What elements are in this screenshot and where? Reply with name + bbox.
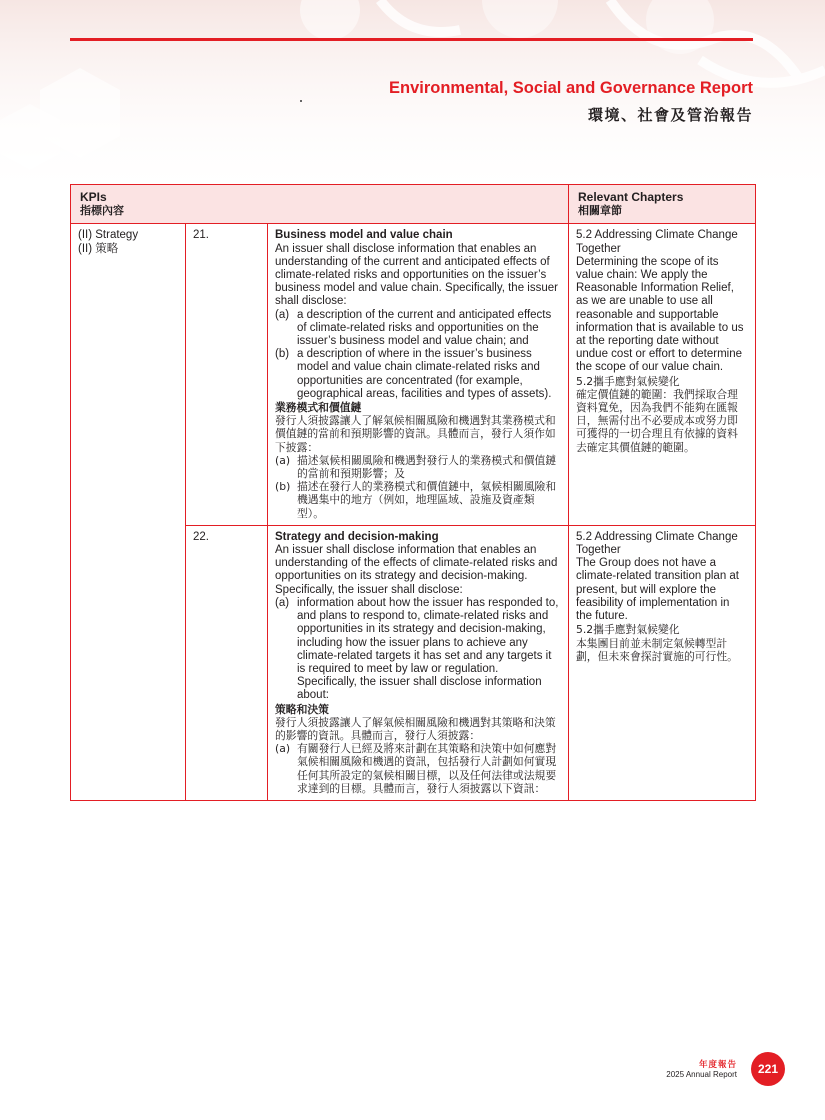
kpi-number: 22. <box>186 525 268 800</box>
list-marker: (a) <box>275 453 291 467</box>
list-item <box>275 348 561 401</box>
footer-label-en: 2025 Annual Report <box>666 1070 737 1079</box>
list-marker: (b) <box>275 480 291 494</box>
chapters-header <box>569 185 756 224</box>
kpi-intro-en: An issuer shall disclose information that enables an understanding of the effects of climate-related risks and opportunities on its strategy and decision-making. Specifically, the issuer shall disclose: <box>275 544 558 596</box>
chapters-header-en: Relevant Chapters <box>578 190 684 204</box>
kpi-title-zh: 策略和決策 <box>275 702 329 716</box>
chapter-text-zh: 本集團目前並未制定氣候轉型計劃，但未來會探討實施的可行性。 <box>576 636 738 663</box>
report-title: Environmental, Social and Governance Report <box>388 79 753 97</box>
kpi-intro-zh: 發行人須披露讓人了解氣候相關風險和機遇對其業務模式和價值鏈的當前和預期影響的資訊。具體而言，發行人須作如下披露： <box>275 414 556 454</box>
list-marker: (a) <box>275 742 291 756</box>
list-text: a description of where in the issuer’s business model and value chain climate-related risks and opportunities are concentrated (for example, geographical areas, facilities and types of assets). <box>297 348 552 400</box>
report-title-chinese: 環境、社會及管治報告 <box>587 106 753 124</box>
kpi-description <box>268 224 569 525</box>
header-decoration <box>0 0 825 200</box>
list-item <box>275 480 561 520</box>
chapter-title-en: 5.2 Addressing Climate Change Together <box>576 530 738 557</box>
list-text: information about how the issuer has responded to, and plans to respond to, climate-related risks and opportunities in its strategy and decision-making, including how the issuer plans to achieve any climate-related targets it has set and any targets it is required to meet by law or regulation. Specifically, the issuer shall disclose information about: <box>297 596 559 702</box>
chapter-text-en: The Group does not have a climate-related transition plan at present, but will explore the feasibility of implementation in the future. <box>576 557 739 623</box>
top-rule <box>70 38 753 41</box>
list-item <box>275 742 561 795</box>
chapter-text-zh: 確定價值鏈的範圍：我們採取合理資料寬免，因為我們不能夠在匯報日，無需付出不必要成本或努力即可獲得的一切合理且有依據的資料去確定其價值鏈的範圍。 <box>576 387 738 454</box>
category-zh: (II) 策略 <box>78 242 119 255</box>
stray-mark <box>300 100 302 102</box>
list-marker: (a) <box>275 308 290 321</box>
kpis-header <box>71 185 569 224</box>
list-item <box>275 597 561 703</box>
chapter-text-en: Determining the scope of its value chain: We apply the Reasonable Information Relief, as we are unable to use all reasonable and supportable information that is available to us at the reporting date without undue cost or effort to determine the scope of our value chain. <box>576 255 744 374</box>
kpi-table <box>70 184 756 801</box>
list-marker: (a) <box>275 596 290 609</box>
table-header-row <box>71 185 756 224</box>
list-text: 描述在發行人的業務模式和價值鏈中，氣候相關風險和機遇集中的地方（例如，地理區域、設施及資產類型）。 <box>297 480 557 520</box>
list-item <box>275 309 561 349</box>
list-text: a description of the current and anticipated effects of climate-related risks and opportunities on the issuer’s business model and value chain; and <box>297 308 552 348</box>
decorative-pattern-graphic <box>0 0 825 200</box>
kpi-title-zh: 業務模式和價值鏈 <box>275 401 362 415</box>
chapters-header-zh: 相關章節 <box>578 204 622 218</box>
chapter-cell <box>569 224 756 525</box>
table-row <box>71 224 756 525</box>
kpi-intro-zh: 發行人須披露讓人了解氣候相關風險和機遇對其策略和決策的影響的資訊。具體而言，發行人須披露： <box>275 715 556 742</box>
footer-label-zh: 年度報告 <box>698 1060 737 1070</box>
kpi-intro-en: An issuer shall disclose information that enables an understanding of the current and anticipated effects of climate-related risks and opportunities on the issuer’s business model and value chain. Specifically, the issuer shall disclose: <box>275 242 558 308</box>
list-text: 有關發行人已經及將來計劃在其策略和決策中如何應對氣候相關風險和機遇的資訊，包括發行人計劃如何實現任何其所設定的氣候相關目標，以及任何法律或法規要求達到的目標。具體而言，發行人須披露以下資訊： <box>297 742 557 795</box>
kpi-title-en: Business model and value chain <box>275 229 453 242</box>
chapter-title-zh: 5.2攜手應對氣候變化 <box>576 374 680 388</box>
list-marker: (b) <box>275 348 290 361</box>
chapter-title-zh: 5.2攜手應對氣候變化 <box>576 623 680 637</box>
list-text: 描述氣候相關風險和機遇對發行人的業務模式和價值鏈的當前和預期影響；及 <box>297 453 557 481</box>
chapter-cell <box>569 525 756 800</box>
list-item <box>275 454 561 480</box>
kpis-header-zh: 指標內容 <box>80 204 124 218</box>
category-cell <box>71 224 186 801</box>
kpi-title-en: Strategy and decision-making <box>275 530 439 543</box>
kpis-header-en: KPIs <box>80 190 107 204</box>
kpi-number: 21. <box>186 224 268 525</box>
page-number-badge: 221 <box>751 1052 785 1086</box>
kpi-description <box>268 525 569 800</box>
category-en: (II) Strategy <box>78 229 139 242</box>
chapter-title-en: 5.2 Addressing Climate Change Together <box>576 229 738 255</box>
